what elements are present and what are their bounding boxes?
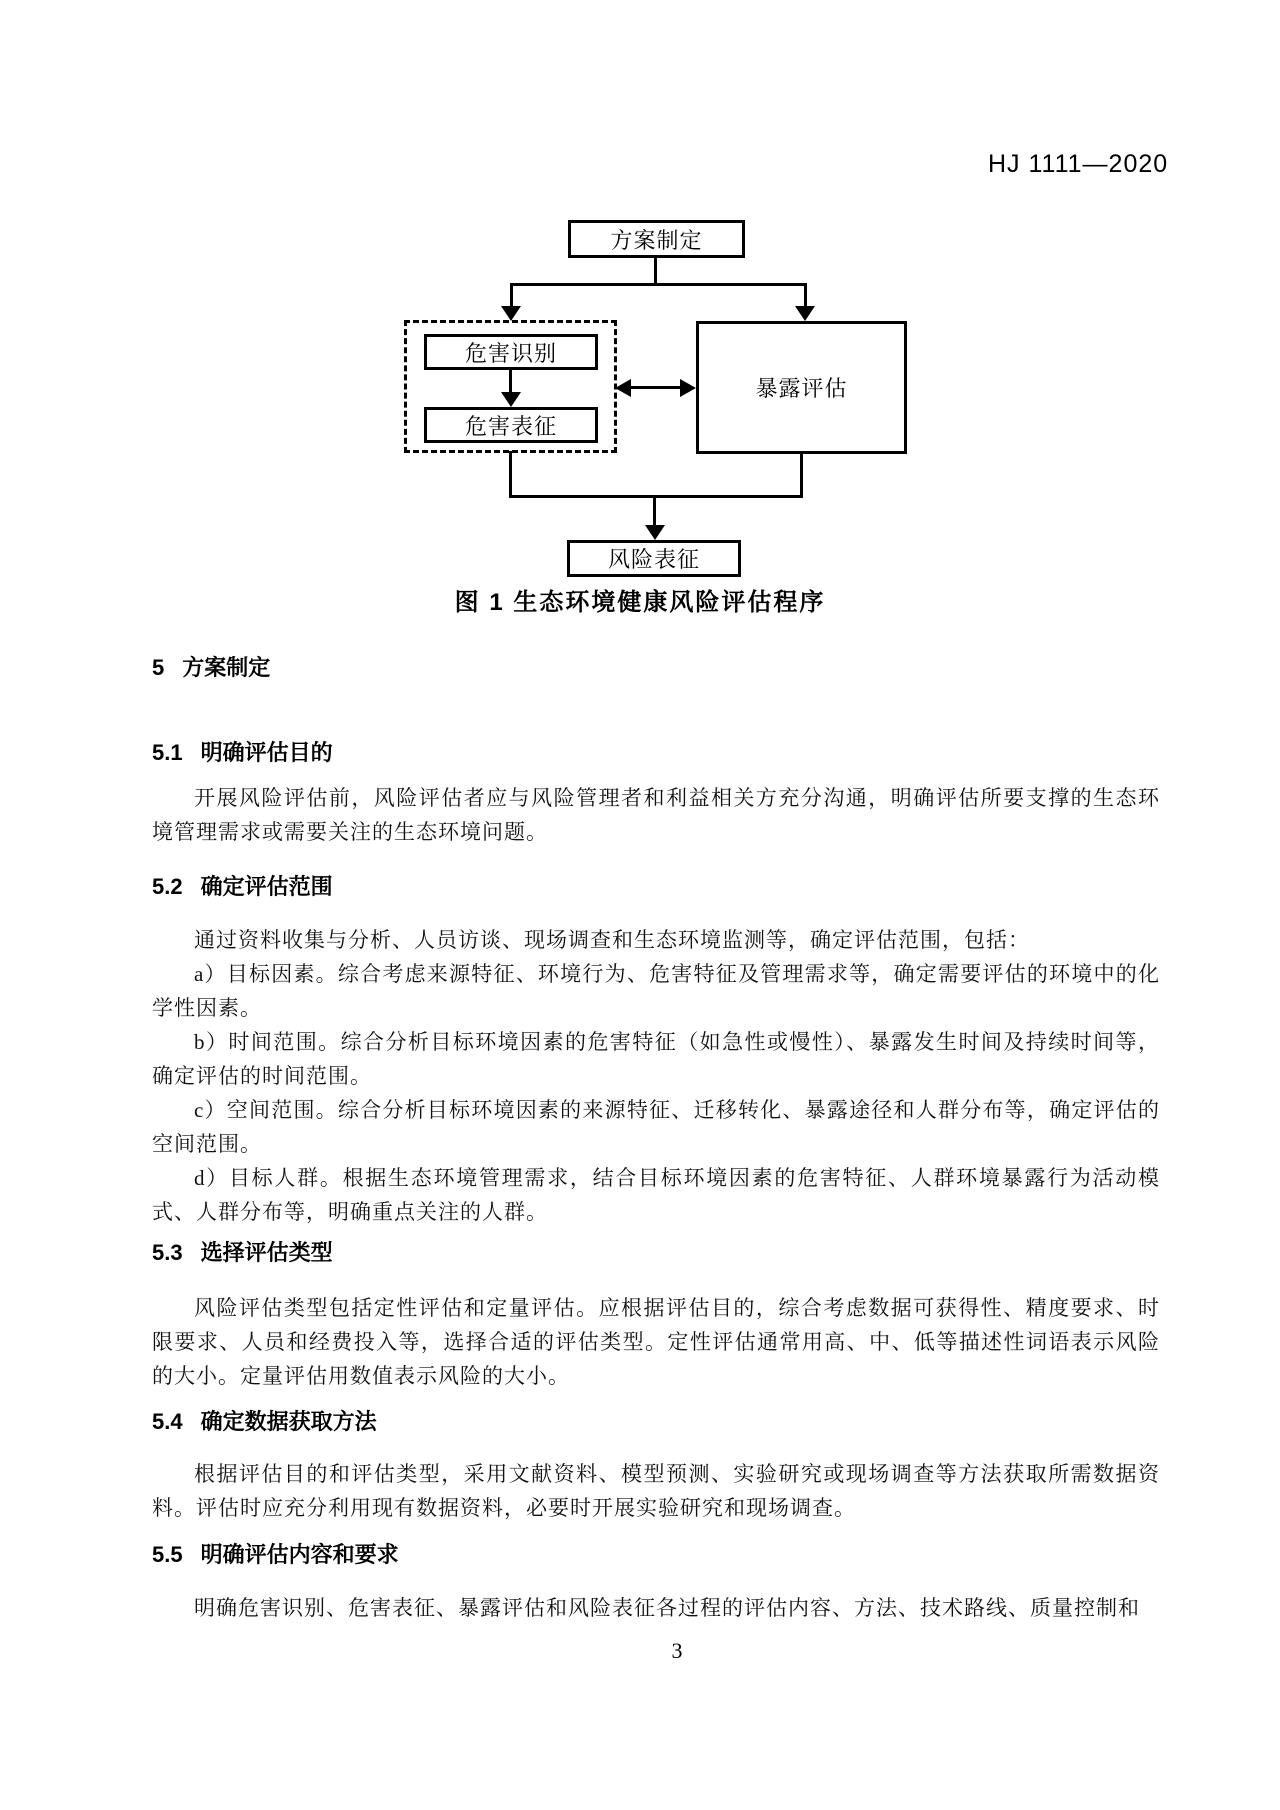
flow-node-hazard-characterization-label: 危害表征 — [464, 413, 557, 439]
section-title: 选择评估类型 — [200, 1240, 333, 1265]
section-number: 5.3 — [152, 1240, 183, 1265]
connector-line — [654, 256, 657, 285]
section-heading-5-5 — [152, 1541, 1160, 1569]
arrow-left-icon — [615, 379, 631, 397]
arrow-down-icon — [501, 306, 521, 321]
paragraph: 通过资料收集与分析、人员访谈、现场调查和生态环境监测等，确定评估范围，包括： — [194, 928, 1030, 952]
list-item-b: b）时间范围。综合分析目标环境因素的危害特征（如急性或慢性）、暴露发生时间及持续时间等，确定评估的时间范围。 — [152, 1030, 1160, 1088]
standard-code-header: HJ 1111—2020 — [988, 150, 1169, 178]
section-number: 5.5 — [152, 1542, 183, 1567]
paragraph: 开展风险评估前，风险评估者应与风险管理者和利益相关方充分沟通，明确评估所要支撑的生态环境管理需求或需要关注的生态环境问题。 — [152, 786, 1160, 844]
page-number: 3 — [671, 1638, 683, 1663]
arrow-down-icon — [501, 392, 521, 407]
section-heading-5-3 — [152, 1239, 1160, 1267]
section-number: 5 — [152, 655, 165, 680]
connector-line — [510, 283, 807, 286]
section-title: 明确评估目的 — [200, 740, 333, 765]
flow-node-risk-characterization — [567, 540, 741, 577]
list-item-a: a）目标因素。综合考虑来源特征、环境行为、危害特征及管理需求等，确定需要评估的环境中的化学性因素。 — [152, 962, 1160, 1020]
connector-line — [800, 452, 803, 498]
section-title: 明确评估内容和要求 — [200, 1542, 399, 1567]
section-number: 5.2 — [152, 874, 183, 899]
connector-line — [510, 283, 513, 308]
section-5-3-body — [152, 1291, 1160, 1393]
section-title: 确定评估范围 — [200, 874, 333, 899]
section-heading-5-2 — [152, 873, 1160, 901]
section-5-2-body — [152, 923, 1160, 1229]
section-5-4-body — [152, 1457, 1160, 1525]
section-title: 确定数据获取方法 — [200, 1409, 377, 1434]
section-heading-5 — [152, 654, 1160, 682]
figure-caption: 图 1 生态环境健康风险评估程序 — [454, 589, 826, 616]
paragraph: 根据评估目的和评估类型，采用文献资料、模型预测、实验研究或现场调查等方法获取所需数据资料。评估时应充分利用现有数据资料，必要时开展实验研究和现场调查。 — [152, 1462, 1160, 1520]
section-heading-5-1 — [152, 739, 1160, 767]
flow-node-plan-label: 方案制定 — [610, 227, 703, 253]
connector-line — [509, 451, 512, 498]
connector-line — [804, 283, 807, 308]
flow-node-risk-characterization-label: 风险表征 — [607, 547, 700, 572]
list-item-c: c）空间范围。综合分析目标环境因素的来源特征、迁移转化、暴露途径和人群分布等，确定评估的空间范围。 — [152, 1098, 1160, 1156]
list-item-d: d）目标人群。根据生态环境管理需求，结合目标环境因素的危害特征、人群环境暴露行为活动模式、人群分布等，明确重点关注的人群。 — [152, 1166, 1160, 1224]
connector-line — [509, 495, 803, 498]
flow-node-exposure-assessment — [696, 321, 907, 454]
paragraph: 明确危害识别、危害表征、暴露评估和风险表征各过程的评估内容、方法、技术路线、质量控制和 — [194, 1596, 1140, 1620]
flow-node-hazard-identification — [424, 334, 598, 370]
flow-node-plan — [568, 220, 745, 258]
arrow-down-icon — [795, 306, 815, 321]
section-title: 方案制定 — [182, 655, 271, 680]
flow-node-hazard-identification-label: 危害识别 — [464, 340, 557, 366]
section-number: 5.1 — [152, 740, 183, 765]
flow-node-hazard-characterization — [424, 407, 598, 443]
flow-node-exposure-assessment-label: 暴露评估 — [755, 376, 848, 401]
section-number: 5.4 — [152, 1409, 183, 1434]
section-5-5-body — [152, 1591, 1160, 1625]
section-heading-5-4 — [152, 1408, 1160, 1436]
arrow-right-icon — [680, 379, 696, 397]
section-5-1-body — [152, 781, 1160, 849]
paragraph: 风险评估类型包括定性评估和定量评估。应根据评估目的，综合考虑数据可获得性、精度要求、时限要求、人员和经费投入等，选择合适的评估类型。定性评估通常用高、中、低等描述性词语表示风险的大小。定量评估用数值表示风险的大小。 — [152, 1296, 1160, 1388]
arrow-down-icon — [645, 525, 665, 540]
connector-line — [629, 386, 682, 389]
connector-line — [653, 495, 656, 527]
